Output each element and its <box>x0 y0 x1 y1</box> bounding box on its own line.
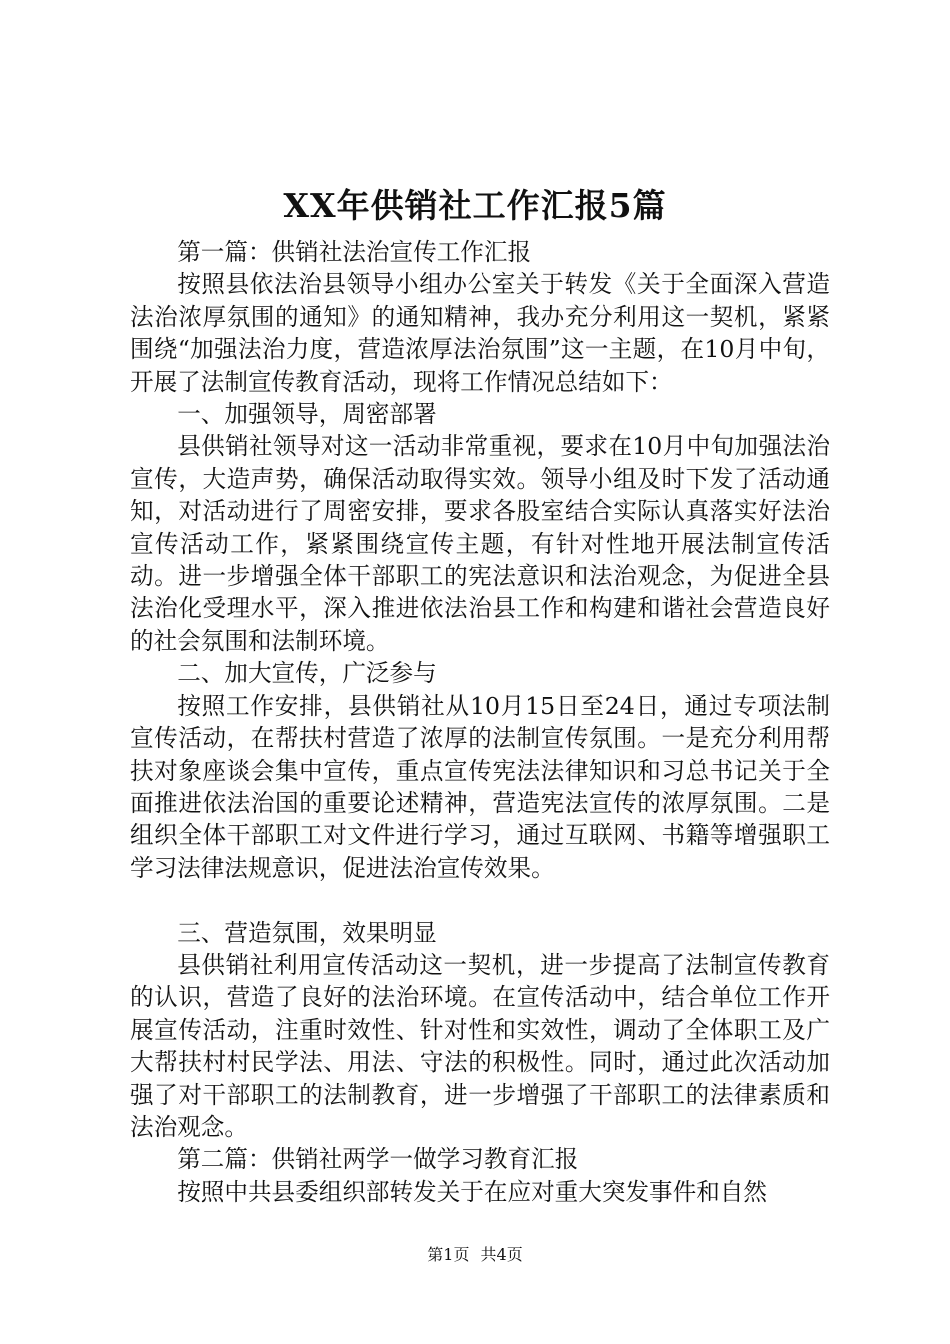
paragraph-atmosphere: 县供销社利用宣传活动这一契机，进一步提高了法制宣传教育的认识，营造了良好的法治环境。在宣传活动中，结合单位工作开展宣传活动，注重时效性、针对性和实效性，调动了全体职工及广大帮扶村村民学法、用法、守法的积极性。同时，通过此次活动加强了对干部职工的法制教育，进一步增强了干部职工的法律素质和法治观念。 <box>130 950 830 1141</box>
section-heading-part-one: 第一篇：供销社法治宣传工作汇报 <box>177 238 532 266</box>
section-heading-part-two: 第二篇：供销社两学一做学习教育汇报 <box>177 1145 579 1174</box>
subheading-three: 三、营造氛围，效果明显 <box>177 918 437 947</box>
page-footer <box>0 1244 950 1266</box>
paragraph-intro: 按照县依法治县领导小组办公室关于转发《关于全面深入营造法治浓厚氛围的通知》的通知精神，我办充分利用这一契机，紧紧围绕“加强法治力度，营造浓厚法治氛围”这一主题，在10月中旬，开展了法制宣传教育活动，现将工作情况总结如下： <box>130 270 830 396</box>
page-total: 共4页 <box>480 1245 523 1264</box>
subheading-one: 一、加强领导，周密部署 <box>177 400 437 429</box>
document-title: XX年供销社工作汇报5篇 <box>283 186 667 225</box>
document-body <box>130 236 830 1208</box>
subheading-two: 二、加大宣传，广泛参与 <box>177 659 437 688</box>
paragraph-leadership: 县供销社领导对这一活动非常重视，要求在10月中旬加强法治宣传，大造声势，确保活动取得实效。领导小组及时下发了活动通知，对活动进行了周密安排，要求各股室结合实际认真落实好法治宣传活动工作，紧紧围绕宣传主题，有针对性地开展法制宣传活动。进一步增强全体干部职工的宪法意识和法治观念，为促进全县法治化受理水平，深入推进依法治县工作和构建和谐社会营造良好的社会氛围和法制环境。 <box>130 432 830 655</box>
paragraph-part-two-start: 按照中共县委组织部转发关于在应对重大突发事件和自然 <box>177 1177 768 1206</box>
paragraph-publicity: 按照工作安排，县供销社从10月15日至24日，通过专项法制宣传活动，在帮扶村营造了浓厚的法制宣传氛围。一是充分利用帮扶对象座谈会集中宣传，重点宣传宪法法律知识和习总书记关于全面推进依法治国的重要论述精神，营造宪法宣传的浓厚氛围。二是组织全体干部职工对文件进行学习，通过互联网、书籍等增强职工学习法律法规意识，促进法治宣传效果。 <box>130 691 830 882</box>
page-number: 第1页 <box>427 1245 470 1264</box>
